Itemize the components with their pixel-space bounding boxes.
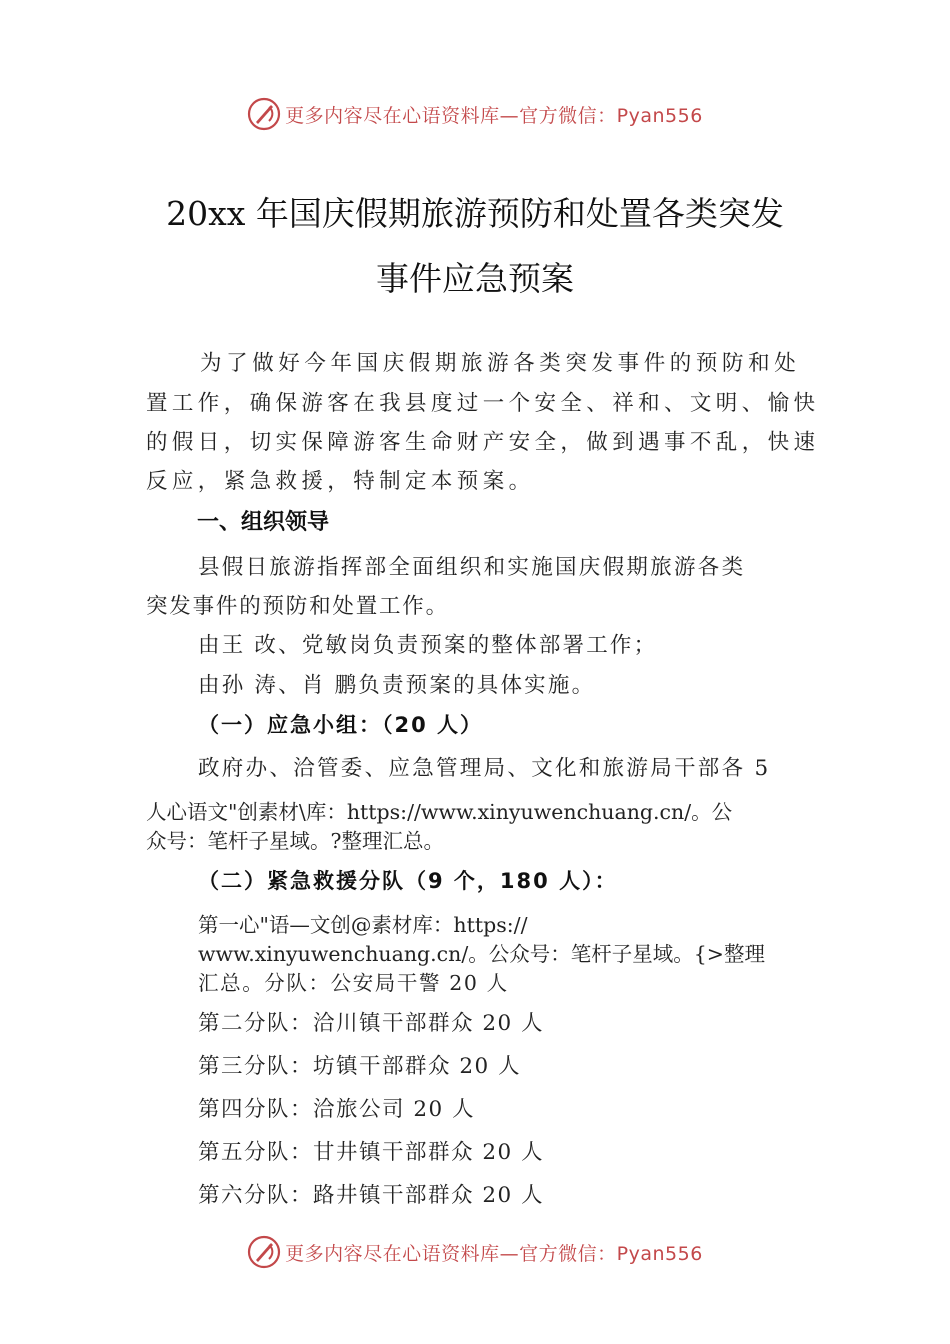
subsection-heading: （二）紧急救援分队（9 个，180 人）： (198, 869, 618, 893)
team-line: 第六分队：路井镇干部群众 20 人 (198, 1183, 545, 1208)
paragraph-line: 突发事件的预防和处置工作。 (146, 594, 449, 619)
paragraph-line: 由孙 涛、肖 鹏负责预案的具体实施。 (198, 673, 596, 698)
intro-line: 的假日，切实保障游客生命财产安全，做到遇事不乱，快速 (146, 430, 820, 455)
document-title-line-2: 事件应急预案 (376, 259, 574, 298)
pen-feather-logo-icon (247, 97, 281, 131)
watermark-banner-bottom (0, 1232, 950, 1272)
subsection-heading: （一）应急小组：（20 人） (198, 713, 484, 737)
paragraph-line: 众号：笔杆子星域。?整理汇总。 (146, 829, 444, 853)
paragraph-line: 县假日旅游指挥部全面组织和实施国庆假期旅游各类 (198, 555, 746, 580)
paragraph-line: 人心语文"创素材\库：https://www.xinyuwenchuang.cn/。公 (146, 800, 733, 824)
paragraph-line: www.xinyuwenchuang.cn/。公众号：笔杆子星域。{>整理 (198, 942, 765, 966)
paragraph-line: 政府办、洽管委、应急管理局、文化和旅游局干部各 5 (198, 756, 771, 781)
paragraph-line: 由王 改、党敏岗负责预案的整体部署工作； (198, 633, 658, 658)
team-line: 第四分队：洽旅公司 20 人 (198, 1097, 476, 1122)
pen-feather-logo-icon (247, 1235, 281, 1269)
intro-line: 为了做好今年国庆假期旅游各类突发事件的预防和处 (200, 351, 801, 376)
section-heading: 一、组织领导 (197, 510, 330, 535)
watermark-text: 更多内容尽在心语资料库—官方微信：Pyan556 (285, 1242, 703, 1265)
document-title-line-1: 20xx 年国庆假期旅游预防和处置各类突发 (166, 194, 784, 233)
team-line: 第三分队：坊镇干部群众 20 人 (198, 1054, 522, 1079)
paragraph-line: 第一心"语—文创@素材库：https:// (198, 913, 528, 937)
intro-line: 置工作，确保游客在我县度过一个安全、祥和、文明、愉快 (146, 391, 820, 416)
watermark-text: 更多内容尽在心语资料库—官方微信：Pyan556 (285, 104, 703, 127)
paragraph-line: 汇总。分队：公安局干警 20 人 (198, 971, 509, 995)
team-line: 第二分队：洽川镇干部群众 20 人 (198, 1011, 545, 1036)
intro-line: 反应，紧急救援，特制定本预案。 (146, 469, 535, 494)
team-line: 第五分队：甘井镇干部群众 20 人 (198, 1140, 545, 1165)
watermark-banner-top (0, 94, 950, 134)
